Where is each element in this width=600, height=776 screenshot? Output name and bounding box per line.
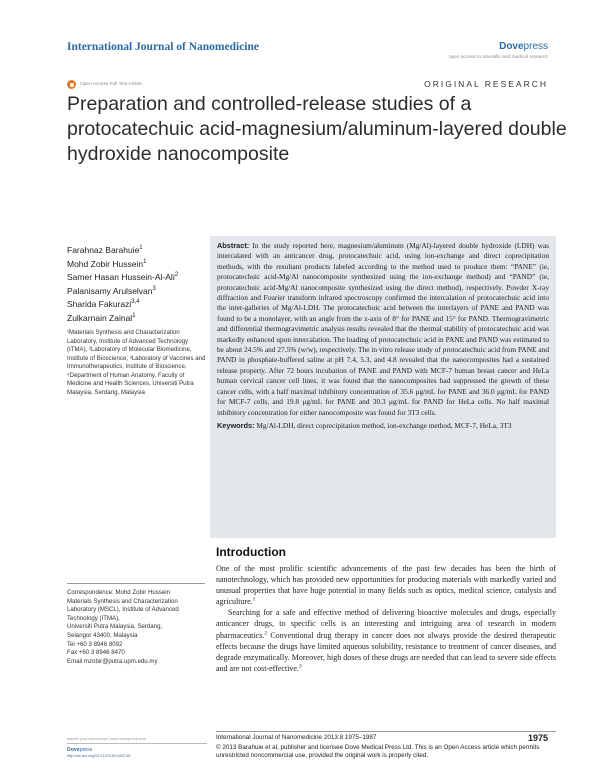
publisher-logo-rest: press — [523, 41, 548, 52]
correspondence-email[interactable]: Email mzobir@putra.upm.edu.my — [67, 657, 158, 665]
author: Palanisamy Arulselvan$^3$ — [67, 285, 156, 296]
publisher-logo — [499, 41, 548, 52]
abstract-label: Abstract: — [217, 241, 250, 250]
footer-journal: International Journal of Nanomedicine 2013:8 1975–1987 — [216, 734, 377, 741]
open-access-badge — [67, 80, 142, 89]
affiliations: ¹Materials Synthesis and Characterization Laboratory, Institute of Advanced Technology (ITMA), ²Laboratory of Molecular Biomedicine, Institute of Bioscience, ³Laboratory of Vaccines and Immunotherapeutics, Institute of Bioscience, ⁴Department of Human Anatomy, Faculty of Medicine and Health Sciences, Universiti Putra Malaysia, Serdang, Malaysia — [67, 329, 206, 396]
author: Sharida Fakurazi$^{3,4}$ — [67, 299, 140, 310]
divider — [67, 583, 205, 584]
abstract-box — [210, 236, 556, 538]
keywords-label: Keywords: — [217, 420, 255, 430]
doi-link[interactable]: http://dx.doi.org/10.2147/IJN.S42718 — [67, 753, 131, 758]
submit-link[interactable]: submit your manuscript | www.dovepress.com — [67, 736, 147, 741]
author: Zulkarnain Zainal$^1$ — [67, 312, 136, 323]
abstract-text: In the study reported here, magnesium/aluminum (Mg/Al)-layered double hydroxide (LDH) was intercalated with an anticancer drug, protocatechuic acid, using ion-exchange and direct coprecipitation methods, with the resultant products labeled according to the method used to produce them: “PANE” (ie, protocatechuic acid-Mg/Al nanocomposite synthesized using the ion-exchange method) and “PAND” (ie, protocatechuic acid-Mg/Al nanocomposite synthesized using the direct method), respectively. Powder X-ray diffraction and Fourier transform infrared spectroscopy confirmed the intercalation of protocatechuic acid into the inter-galleries of Mg/Al-LDH. The protocatechuic acid between the interlayers of PANE and PAND was found to be a monolayer, with an angle from the z-axis of 8° for PANE and 15° for PAND. Thermogravimetric and differential thermogravimetric analysis results revealed that the thermal stability of protocatechuic acid was markedly enhanced upon intercalation. The loading of protocatechuic acid in PANE and PAND was estimated to be about 24.5% and 27.5% (w/w), respectively. The in vitro release study of protocatechuic acid from PANE and PAND in phosphate-buffered saline at pH 7.4, 5.3, and 4.8 revealed that the nanocomposites had a sustained release property. After 72 hours incubation of PANE and PAND with MCF-7 human breast cancer and HeLa human cervical cancer cell lines, it was found that the nanocomposites had suppressed the growth of these cancer cells, with a half maximal inhibitory concentration of 35.6 μg/mL for PANE and 36.0 μg/mL for PAND for MCF-7 cells, and 19.8 μg/mL for PANE and 30.3 μg/mL for PAND for HeLa cells. No half maximal inhibitory concentration for either nanocomposite was found for 3T3 cells. — [217, 241, 549, 417]
introduction-body — [216, 563, 556, 674]
publisher-tagline: open access to scientific and medical research — [448, 55, 548, 60]
submit-info — [67, 736, 207, 758]
author: Farahnaz Barahuie$^1$ — [67, 245, 143, 255]
author: Samer Hasan Hussein-Al-Ali$^2$ — [67, 272, 179, 283]
reference-marker[interactable]: 2 — [264, 629, 267, 636]
author: Mohd Zobir Hussein$^1$ — [67, 258, 147, 269]
dovepress-logo: Dovepress — [67, 747, 93, 753]
copyright-notice: © 2013 Barahuie et al, publisher and licensee Dove Medical Press Ltd. This is an Open Access article which permits unrestricted noncommercial use, provided the original work is properly cited. — [216, 744, 540, 760]
publisher-logo-bold: Dove — [499, 41, 524, 52]
section-label: ORIGINAL RESEARCH — [424, 79, 548, 89]
reference-marker[interactable]: 1 — [252, 596, 256, 603]
correspondence: Correspondence: Mohd Zobir Hussein Materials Synthesis and Characterization Laboratory (MSCL), Institute of Advanced Technology (ITMA), Universiti Putra Malaysia, Serdang, Selangor 43400, Malaysia Tel +60 3 8946 8092 Fax +60 3 8946 8470 Email mzobir@putra.upm.edu.my — [67, 589, 207, 666]
keywords — [217, 421, 549, 431]
divider — [67, 743, 207, 744]
page-number: 1975 — [527, 733, 548, 743]
paragraph: One of the most prolific scientific advancements of the past few decades has been the birth of nanotechnology, which has provided new opportunities for producing materials with markedly varied and unusual properties that have huge potential in many fields such as optics, medical science, catalysis and agriculture.$^1$ — [216, 564, 556, 607]
divider — [216, 731, 556, 732]
abstract — [217, 241, 549, 418]
article-title: Preparation and controlled-release studies of a protocatechuic acid-magnesium/aluminum-layered double hydroxide nanocomposite — [67, 93, 567, 165]
open-access-icon — [67, 80, 76, 89]
journal-name: International Journal of Nanomedicine — [67, 41, 259, 53]
author-list — [67, 244, 217, 326]
open-access-label: Open Access Full Text Article — [80, 82, 142, 87]
reference-marker[interactable]: 3 — [298, 663, 302, 670]
introduction-heading: Introduction — [216, 545, 286, 559]
paragraph: Searching for a safe and effective method of delivering bioactive molecules and drugs, especially anticancer drugs, to specific cells is an interesting and intriguing area of research in modern pharmaceutics.$^2$ Conventional drug therapy in cancer does not always provide the desired therapeutic effects because the drugs have limited aqueous solubility, resistance to treatment of cancer diseases, and degrade enzymatically. Moreover, high doses of these drugs are needed that can lead to severe side effects and are not cost-effective.$^3$ — [216, 608, 556, 673]
keywords-text: Mg/Al-LDH, direct coprecipitation method, ion-exchange method, MCF-7, HeLa, 3T3 — [256, 420, 512, 430]
